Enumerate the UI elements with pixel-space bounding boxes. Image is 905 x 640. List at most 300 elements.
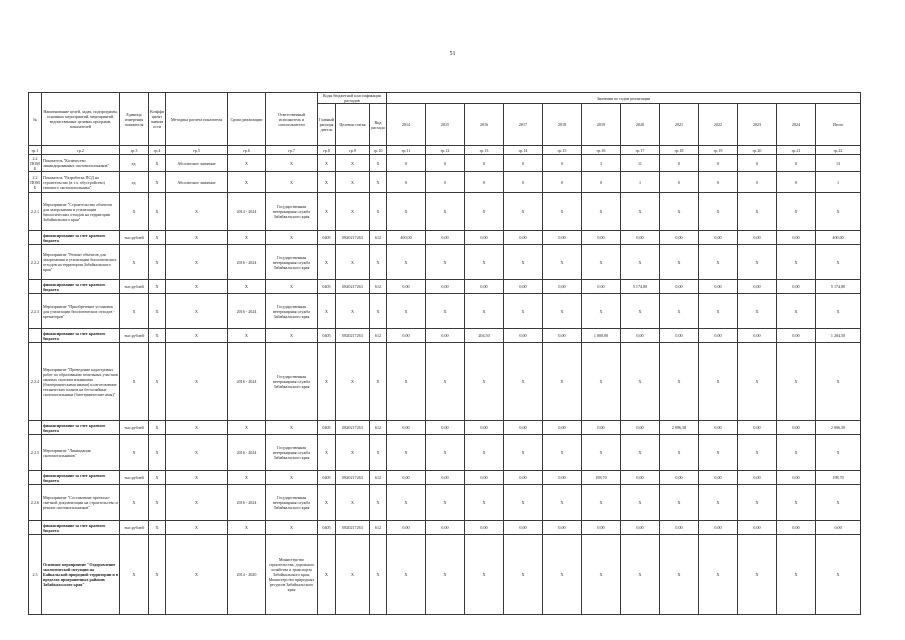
row-year-value-cell: 2 096,50 [660,421,699,435]
row-method-cell: X [166,329,228,343]
row-year-value-cell: X [387,485,426,521]
row-kbk-cell: 0405 [318,421,336,435]
row-year-value-cell: X [621,294,660,329]
row-kbk-cell: X [370,435,387,471]
table-row [29,343,861,421]
row-kbk-cell: 0820217263 [336,471,370,485]
row-year-value-cell: X [699,435,738,471]
row-name-cell: Основное мероприятие "Оздоровление экологической ситуации на Байкальской природной территории и в пределах приграничных районов Забайкальского края" [42,535,120,615]
table-row [29,471,861,485]
row-term-cell: X [228,231,266,245]
column-number: гр.21 [777,146,816,155]
row-num-cell [29,329,42,343]
row-num-cell: 2.2.1 [29,193,42,231]
row-name-cell: финансирование за счет краевого бюджета [42,231,120,245]
row-year-value-cell: 0,00 [660,521,699,535]
row-term-cell: 2016 - 2024 [228,485,266,521]
row-responsible-cell: X [266,521,318,535]
header-kbk-group: Коды бюджетной классификации расходов [318,93,387,104]
column-number: гр.12 [426,146,465,155]
table-row [29,193,861,231]
row-method-cell: X [166,193,228,231]
row-kbk-cell: X [370,294,387,329]
column-number: гр.2 [42,146,120,155]
row-year-value-cell: X [387,245,426,280]
row-total-cell: 400,00 [816,231,861,245]
row-year-value-cell: X [699,485,738,521]
row-responsible-cell: Государственная ветеринарная служба Забайкальского края [266,485,318,521]
table-row [29,172,861,193]
header-term: Сроки реализации [228,93,266,146]
table-row [29,435,861,471]
row-year-value-cell: X [387,535,426,615]
row-term-cell: 2014 - 2020 [228,535,266,615]
row-year-value-cell: 0,00 [426,421,465,435]
row-year-value-cell: X [465,245,504,280]
row-term-cell: 2016 - 2024 [228,343,266,421]
row-method-cell: X [166,485,228,521]
row-term-cell: 2016 - 2024 [228,294,266,329]
row-year-value-cell: 0 [504,172,543,193]
row-coef-cell: X [149,245,166,280]
row-coef-cell: X [149,294,166,329]
header-values-group: Значения по годам реализации [387,93,861,104]
row-year-value-cell: X [777,245,816,280]
row-year-value-cell: X [699,193,738,231]
row-year-value-cell: X [699,245,738,280]
row-name-cell: Показатель "Разработка ПСД на строительство (в т.ч. обустройство) типового скотомогильника" [42,172,120,193]
row-year-value-cell: 0 [543,155,582,172]
row-total-cell: 13 [816,155,861,172]
row-year-value-cell: 0 [738,155,777,172]
row-year-value-cell: X [660,294,699,329]
row-year-value-cell: X [699,343,738,421]
row-total-cell: X [816,485,861,521]
row-num-cell: 2.2.3 [29,294,42,329]
row-year-value-cell: 0 [699,172,738,193]
row-year-value-cell: X [699,294,738,329]
row-coef-cell: X [149,421,166,435]
column-number: гр.1 [29,146,42,155]
column-number: гр.10 [370,146,387,155]
row-year-value-cell: X [465,485,504,521]
row-year-value-cell: X [777,343,816,421]
row-unit-cell: X [120,535,149,615]
row-coef-cell: X [149,172,166,193]
row-year-value-cell: 0,00 [621,471,660,485]
row-year-value-cell: 198,70 [582,471,621,485]
row-kbk-cell: 0820217263 [336,280,370,294]
column-number: гр.9 [336,146,370,155]
row-kbk-cell: X [370,193,387,231]
table-row [29,329,861,343]
row-unit-cell: X [120,435,149,471]
row-year-value-cell: 0,00 [504,471,543,485]
row-year-value-cell: 0,00 [738,329,777,343]
row-year-value-cell: X [738,535,777,615]
row-year-value-cell: X [582,485,621,521]
row-year-value-cell: 11 [621,155,660,172]
row-year-value-cell: 0,00 [504,521,543,535]
row-num-cell [29,231,42,245]
row-name-cell: Мероприятие "Составление проектно-сметной документации на строительство и ремонт скотомогильников" [42,485,120,521]
row-num-cell: 2.2.5 [29,435,42,471]
row-unit-cell: тыс.рублей [120,471,149,485]
row-year-value-cell: X [543,245,582,280]
row-num-cell [29,421,42,435]
row-responsible-cell: Министерство строительства, дорожного хозяйства и транспорта Забайкальского края; Министерство природных ресурсов Забайкальского края [266,535,318,615]
row-responsible-cell: Государственная ветеринарная служба Забайкальского края [266,193,318,231]
header-coef: Коэффициент значимости [149,93,166,146]
row-coef-cell: X [149,329,166,343]
row-kbk-cell: X [336,435,370,471]
row-year-value-cell: X [504,245,543,280]
row-year-value-cell: X [465,294,504,329]
column-number: гр.8 [318,146,336,155]
column-number: гр.7 [266,146,318,155]
row-responsible-cell: X [266,155,318,172]
column-number: гр.14 [504,146,543,155]
column-number: гр.22 [816,146,861,155]
row-coef-cell: X [149,155,166,172]
row-num-cell [29,521,42,535]
row-year-value-cell: 400,00 [387,231,426,245]
column-number: гр.3 [120,146,149,155]
row-coef-cell: X [149,521,166,535]
row-name-cell: Мероприятие "Строительство объектов для захоронения и утилизации биологических отходов на территории Забайкальского края" [42,193,120,231]
row-year-value-cell: 0,00 [387,421,426,435]
row-year-value-cell: 0,00 [738,231,777,245]
row-responsible-cell: X [266,471,318,485]
header-year: 2022 [699,104,738,146]
row-term-cell: 2016 - 2024 [228,245,266,280]
column-number: гр.16 [582,146,621,155]
row-year-value-cell: 0,00 [387,471,426,485]
row-year-value-cell: X [387,294,426,329]
row-year-value-cell: X [426,343,465,421]
header-year: 2017 [504,104,543,146]
row-year-value-cell: X [738,435,777,471]
row-method-cell: Абсолютное значение [166,155,228,172]
column-number: гр.13 [465,146,504,155]
row-year-value-cell: 0,00 [543,231,582,245]
row-total-cell: X [816,294,861,329]
row-kbk-cell: 0405 [318,521,336,535]
row-method-cell: X [166,421,228,435]
header-year: 2020 [621,104,660,146]
row-year-value-cell: 0,00 [582,231,621,245]
row-year-value-cell: X [738,193,777,231]
row-year-value-cell: X [621,343,660,421]
row-kbk-cell: 612 [370,280,387,294]
row-year-value-cell: X [621,535,660,615]
row-kbk-cell: X [318,155,336,172]
header-num: № [29,93,42,146]
row-method-cell: X [166,435,228,471]
row-kbk-cell: X [336,294,370,329]
row-unit-cell: тыс.рублей [120,329,149,343]
row-kbk-cell: X [336,172,370,193]
row-total-cell: 198,70 [816,471,861,485]
row-kbk-cell: X [336,535,370,615]
table-row [29,535,861,615]
row-year-value-cell: 0,00 [387,521,426,535]
row-responsible-cell: X [266,231,318,245]
row-kbk-cell: 0820217263 [336,421,370,435]
row-year-value-cell: 0,00 [777,329,816,343]
header-total: Итого [816,104,861,146]
row-unit-cell: X [120,193,149,231]
table-row [29,231,861,245]
row-year-value-cell: 0,00 [426,280,465,294]
row-name-cell: Мероприятие "Проведение кадастровых работ по образованию земельных участков занятых скотомогильниками (биотермическими ямами) и изготовление технических планов на бесхозяйные скотомогильники (биотермические ямы)" [42,343,120,421]
row-year-value-cell: 0,00 [465,521,504,535]
row-method-cell: X [166,535,228,615]
table-row [29,245,861,280]
row-kbk-cell: X [318,535,336,615]
row-method-cell: X [166,294,228,329]
row-kbk-cell: 0405 [318,280,336,294]
row-year-value-cell: 0,00 [699,329,738,343]
row-kbk-cell: X [318,193,336,231]
row-kbk-cell: 0820217263 [336,231,370,245]
header-responsible: Ответственный исполнитель и соисполнители [266,93,318,146]
row-unit-cell: тыс.рублей [120,521,149,535]
header-unit: Единица измерения показателя [120,93,149,146]
row-year-value-cell: X [465,193,504,231]
row-year-value-cell: X [426,535,465,615]
row-year-value-cell: X [465,435,504,471]
row-year-value-cell: 0 [465,155,504,172]
row-kbk-cell: X [370,535,387,615]
row-kbk-cell: 612 [370,329,387,343]
row-coef-cell: X [149,343,166,421]
row-year-value-cell: 0,00 [660,280,699,294]
row-year-value-cell: 0,00 [738,421,777,435]
row-year-value-cell: 0,00 [426,521,465,535]
row-year-value-cell: 0,00 [465,280,504,294]
header-name: Наименование целей, задач, подпрограмм, основных мероприятий, мероприятий, ведомственных целевых программ, показателей [42,93,120,146]
row-responsible-cell: Государственная ветеринарная служба Забайкальского края [266,435,318,471]
row-kbk-cell: X [370,172,387,193]
header-kbk-type: Вид расхода [370,104,387,146]
column-number: гр.20 [738,146,777,155]
row-name-cell: финансирование за счет краевого бюджета [42,280,120,294]
row-name-cell: финансирование за счет краевого бюджета [42,471,120,485]
row-year-value-cell: X [387,343,426,421]
row-name-cell: Показатель "Количество ликвидированных скотомогильников" [42,155,120,172]
row-year-value-cell: 0,00 [621,521,660,535]
row-year-value-cell: X [621,485,660,521]
row-unit-cell: тыс.рублей [120,280,149,294]
row-kbk-cell: X [336,245,370,280]
row-year-value-cell: 0 [465,172,504,193]
row-year-value-cell: X [387,193,426,231]
row-year-value-cell: X [504,193,543,231]
row-num-cell: 2.2 ПОМБ [29,172,42,193]
row-year-value-cell: 0,00 [465,471,504,485]
row-responsible-cell: Государственная ветеринарная служба Забайкальского края [266,343,318,421]
row-year-value-cell: 0,00 [582,421,621,435]
row-year-value-cell: 0 [660,172,699,193]
row-kbk-cell: 0405 [318,329,336,343]
row-year-value-cell: 0,00 [699,280,738,294]
column-number-row [29,146,861,155]
row-year-value-cell: 0,00 [543,280,582,294]
row-kbk-cell: X [318,343,336,421]
row-unit-cell: X [120,294,149,329]
row-year-value-cell: X [543,294,582,329]
column-number: гр.6 [228,146,266,155]
row-year-value-cell: X [582,245,621,280]
row-year-value-cell: 0,00 [387,280,426,294]
row-term-cell: X [228,421,266,435]
row-unit-cell: X [120,343,149,421]
row-year-value-cell: 0,00 [465,231,504,245]
row-responsible-cell: Государственная ветеринарная служба Забайкальского края [266,245,318,280]
row-coef-cell: X [149,280,166,294]
row-kbk-cell: X [370,245,387,280]
row-year-value-cell: 0,00 [621,329,660,343]
page-number: 51 [449,51,456,57]
row-year-value-cell: 0 [426,172,465,193]
row-term-cell: 2016 - 2024 [228,435,266,471]
row-year-value-cell: X [621,193,660,231]
header-year: 2019 [582,104,621,146]
row-num-cell: 2.2.6 [29,485,42,521]
row-year-value-cell: 0 [426,155,465,172]
row-total-cell: X [816,193,861,231]
row-year-value-cell: X [504,294,543,329]
row-year-value-cell: 5 174,80 [621,280,660,294]
row-total-cell: 1 204,50 [816,329,861,343]
row-year-value-cell: X [543,193,582,231]
row-unit-cell: тыс.рублей [120,231,149,245]
table-row [29,421,861,435]
row-year-value-cell: X [738,343,777,421]
column-number: гр.17 [621,146,660,155]
row-term-cell: X [228,471,266,485]
row-responsible-cell: X [266,421,318,435]
row-year-value-cell: 1 [621,172,660,193]
row-total-cell: X [816,435,861,471]
row-year-value-cell: X [582,535,621,615]
row-year-value-cell: 0 [543,172,582,193]
row-year-value-cell: 0,00 [504,421,543,435]
row-year-value-cell: X [660,535,699,615]
header-method: Методика расчета показателя [166,93,228,146]
header-kbk-grbs: Главный распорядитель [318,104,336,146]
row-responsible-cell: Государственная ветеринарная служба Забайкальского края [266,294,318,329]
row-method-cell: Абсолютное значение [166,172,228,193]
row-year-value-cell: 3 [582,155,621,172]
row-total-cell: X [816,535,861,615]
row-year-value-cell: 0 [387,155,426,172]
row-year-value-cell: 1 000,00 [582,329,621,343]
row-coef-cell: X [149,535,166,615]
row-method-cell: X [166,343,228,421]
row-name-cell: финансирование за счет краевого бюджета [42,421,120,435]
row-kbk-cell: 0820217263 [336,521,370,535]
row-year-value-cell: X [582,294,621,329]
row-year-value-cell: 0,00 [504,329,543,343]
row-year-value-cell: 0,00 [699,471,738,485]
row-year-value-cell: X [621,245,660,280]
row-kbk-cell: 612 [370,471,387,485]
row-year-value-cell: X [387,435,426,471]
row-kbk-cell: X [370,155,387,172]
row-num-cell [29,280,42,294]
row-year-value-cell: 0 [738,172,777,193]
row-method-cell: X [166,280,228,294]
row-kbk-cell: X [318,245,336,280]
row-year-value-cell: X [465,535,504,615]
row-kbk-cell: X [318,485,336,521]
row-term-cell: X [228,280,266,294]
row-year-value-cell: X [426,485,465,521]
row-year-value-cell: X [660,245,699,280]
row-term-cell: X [228,155,266,172]
column-number: гр.11 [387,146,426,155]
row-year-value-cell: X [465,343,504,421]
row-kbk-cell: X [336,155,370,172]
row-year-value-cell: 0,00 [504,280,543,294]
row-year-value-cell: X [660,435,699,471]
row-year-value-cell: 0,00 [777,521,816,535]
row-year-value-cell: 0,00 [738,471,777,485]
row-year-value-cell: X [660,193,699,231]
row-year-value-cell: 0,00 [426,329,465,343]
row-year-value-cell: 0,00 [543,471,582,485]
row-total-cell: 1 [816,172,861,193]
row-kbk-cell: 612 [370,421,387,435]
row-year-value-cell: 0,00 [621,421,660,435]
row-year-value-cell: 0,00 [777,471,816,485]
row-year-value-cell: 0 [777,172,816,193]
header-year: 2015 [426,104,465,146]
row-num-cell: 2.2.4 [29,343,42,421]
row-num-cell: 2.3 [29,535,42,615]
row-coef-cell: X [149,471,166,485]
row-unit-cell: тыс.рублей [120,421,149,435]
header-year: 2018 [543,104,582,146]
row-total-cell: 2 096,50 [816,421,861,435]
row-name-cell: Мероприятие "Ремонт объектов для захоронения и утилизации биологических отходов на территории Забайкальского края" [42,245,120,280]
row-responsible-cell: X [266,172,318,193]
row-responsible-cell: X [266,329,318,343]
row-num-cell: 2.2.2 [29,245,42,280]
row-year-value-cell: 0,00 [426,231,465,245]
row-name-cell: Мероприятие "Ликвидация скотомогильников" [42,435,120,471]
row-year-value-cell: 0,00 [699,421,738,435]
row-year-value-cell: X [777,535,816,615]
header-year: 2023 [738,104,777,146]
row-year-value-cell: 0,00 [660,471,699,485]
row-year-value-cell: 0 [504,155,543,172]
row-year-value-cell: X [777,435,816,471]
row-year-value-cell: X [777,485,816,521]
row-coef-cell: X [149,193,166,231]
row-term-cell: X [228,172,266,193]
header-year: 2024 [777,104,816,146]
column-number: гр.4 [149,146,166,155]
row-total-cell: X [816,343,861,421]
row-total-cell: 0,00 [816,521,861,535]
table-body [29,155,861,615]
row-year-value-cell: X [777,193,816,231]
row-year-value-cell: 0,00 [777,280,816,294]
column-number: гр.5 [166,146,228,155]
